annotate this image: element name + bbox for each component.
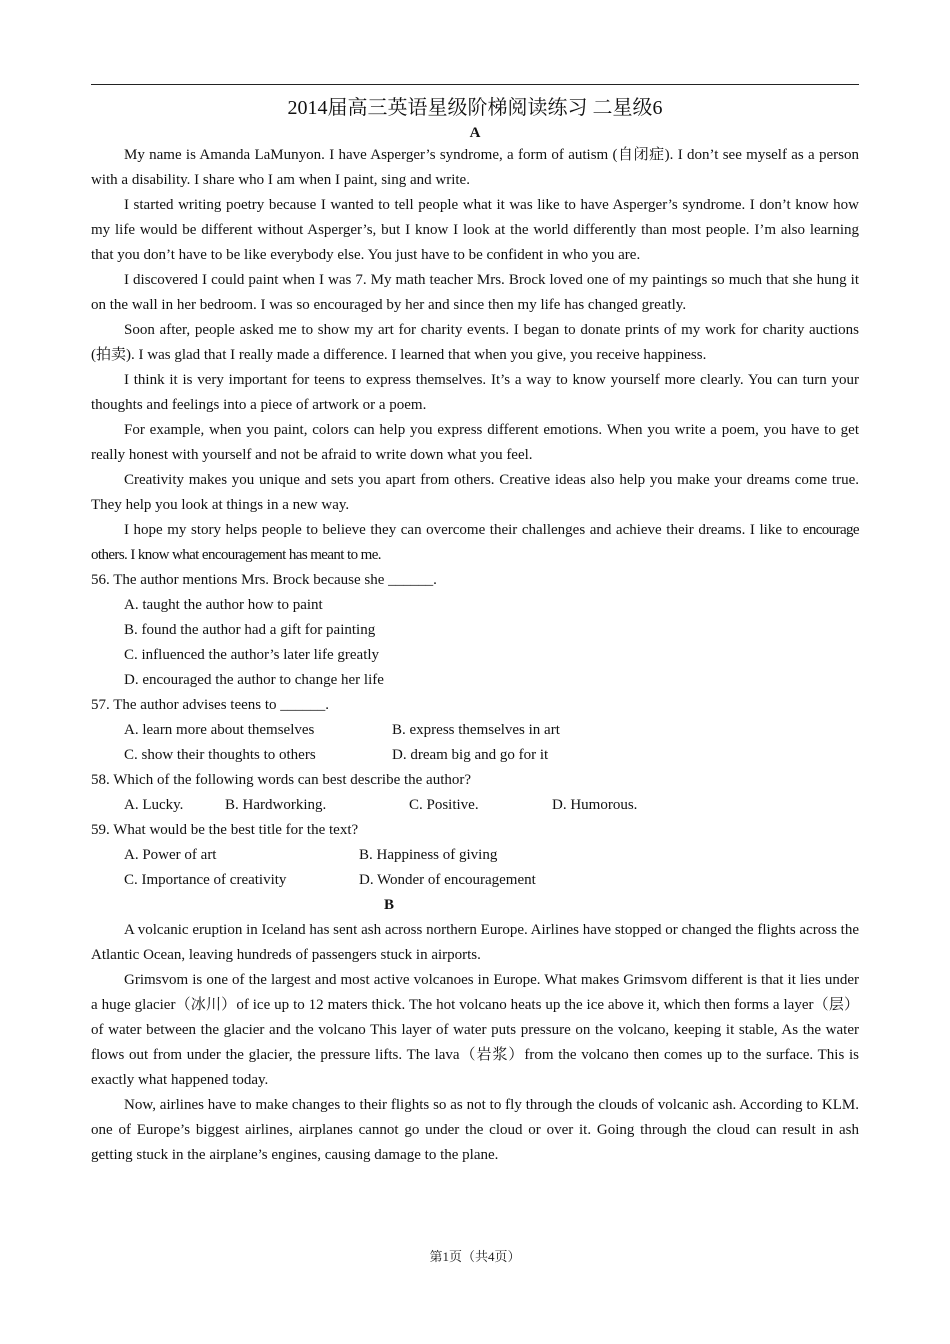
question-58-options-row [91,793,859,818]
document-page [91,84,859,1168]
passage-b-paragraph-1: A volcanic eruption in Iceland has sent ash across northern Europe. Airlines have stopped or changed the flights across the Atlantic Ocean, leaving hundreds of passengers stuck in airports. [91,922,859,963]
passage-b-paragraph-3: Now, airlines have to make changes to their flights so as not to fly through the clouds of volcanic ash. According to KLM. one of Europe’s biggest airlines, airplanes cannot go under the cloud or over it. Going through the cloud can result in ash getting stuck in the airplane’s engines, causing damage to the plane. [91,1097,859,1163]
passage-a-paragraph-8-part-1: I hope my story helps people to believe they can overcome their challenges and achieve their dreams. I like to [124,522,799,538]
question-56-option-b: B. found the author had a gift for painting [124,622,376,638]
passage-a-paragraph-5: I think it is very important for teens to express themselves. It’s a way to know yourself more clearly. You can turn your thoughts and feelings into a piece of artwork or a poem. [91,372,859,413]
question-57-option-d: D. dream big and go for it [392,747,549,763]
passage-a-paragraph-8-part-2: encourage others. I know what encouragement has meant to me. [91,522,859,563]
passage-a-paragraph-8 [91,518,859,568]
question-59-option-c: C. Importance of creativity [124,872,287,888]
passage-a-paragraph-7: Creativity makes you unique and sets you apart from others. Creative ideas also help you make your dreams come true. They help you look at things in a new way. [91,472,859,513]
passage-a-paragraph-1: My name is Amanda LaMunyon. I have Asperger’s syndrome, a form of autism (自闭症). I don’t see myself as a person with a disability. I share who I am when I paint, sing and write. [91,147,859,188]
passage-a-paragraph-6: For example, when you paint, colors can help you express different emotions. When you write a poem, you have to get really honest with yourself and not be afraid to write down what you feel. [91,422,859,463]
question-58-option-b: B. Hardworking. [225,797,327,813]
question-56-option-d: D. encouraged the author to change her life [124,672,384,688]
question-59-options-row-2 [91,868,859,893]
section-b-label: B [384,897,395,913]
question-57-options-row-1 [91,718,859,743]
question-58-stem: 58. Which of the following words can best describe the author? [91,772,472,788]
question-59-option-d: D. Wonder of encouragement [359,872,536,888]
question-56-stem: 56. The author mentions Mrs. Brock because she ______. [91,572,437,588]
question-57-option-a: A. learn more about themselves [124,722,315,738]
question-58-option-c: C. Positive. [409,797,479,813]
section-a-label: A [469,125,481,141]
document-title: 2014届高三英语星级阶梯阅读练习 二星级6 [287,97,663,119]
passage-b-paragraph-2: Grimsvom is one of the largest and most active volcanoes in Europe. What makes Grimsvom different is that it lies under a huge glacier（冰川）of ice up to 12 maters thick. The hot volcano heats up the ice above it, which then forms a layer（层）of water between the glacier and the volcano This layer of water puts pressure on the volcano, keeping it stable, As the water flows out from under the glacier, the pressure lifts. The lava（岩浆）from the volcano then comes up to the surface. This is exactly what happened today. [91,972,859,1088]
passage-a-paragraph-3: I discovered I could paint when I was 7. My math teacher Mrs. Brock loved one of my paintings so much that she hung it on the wall in her bedroom. I was so encouraged by her and since then my life has changed greatly. [91,272,859,313]
question-58-option-d: D. Humorous. [552,797,638,813]
question-58-option-a: A. Lucky. [124,797,184,813]
question-56-option-c: C. influenced the author’s later life greatly [124,647,380,663]
header-rule [91,84,859,85]
passage-a-paragraph-2: I started writing poetry because I wanted to tell people what it was like to have Asperger’s syndrome. I don’t know how my life would be different without Asperger’s, but I know I look at the world differently than most people. I’m also learning that you don’t have to be like everybody else. You just have to be confident in who you are. [91,197,859,263]
question-59-option-b: B. Happiness of giving [359,847,498,863]
question-57-options-row-2 [91,743,859,768]
question-59-options-row-1 [91,843,859,868]
question-57-option-c: C. show their thoughts to others [124,747,316,763]
question-59-option-a: A. Power of art [124,847,217,863]
question-56-option-a: A. taught the author how to paint [124,597,323,613]
question-59-stem: 59. What would be the best title for the text? [91,822,359,838]
question-57-option-b: B. express themselves in art [392,722,560,738]
passage-a-paragraph-4: Soon after, people asked me to show my art for charity events. I began to donate prints of my work for charity auctions (拍卖). I was glad that I really made a difference. I learned that when you give, you receive happiness. [91,322,859,363]
page-footer: 第1页（共4页） [429,1249,521,1264]
question-57-stem: 57. The author advises teens to ______. [91,697,330,713]
